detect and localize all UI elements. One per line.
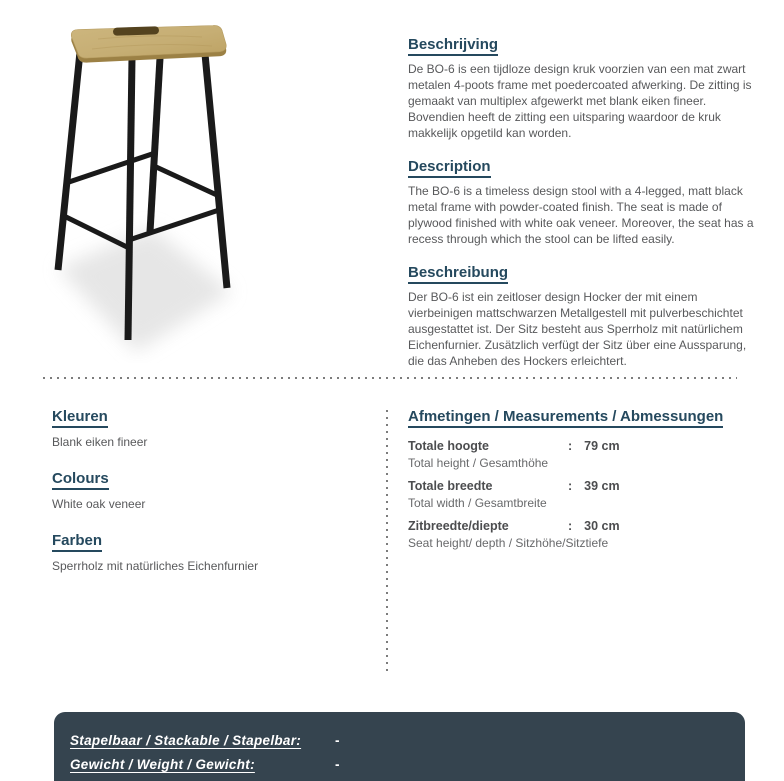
section-beschrijving (408, 36, 760, 141)
stool-stretcher (154, 166, 219, 196)
colour-title-nl: Kleuren (52, 408, 108, 428)
colour-title-de: Farben (52, 532, 102, 552)
measurement-colon: : (568, 519, 573, 533)
stool-leg-left (58, 52, 80, 270)
section-body-nl: De BO-6 is een tijdloze design kruk voorzien van een mat zwart metalen 4-poots frame met poedercoated afwerking. De zitting is gemaakt van multiplex afgewerkt met blank eiken fineer. Bovendien heeft de zitting een uitsparing waardoor de kruk makkelijk opgetild kan worden. (408, 62, 752, 140)
measurement-label: Totale hoogte (408, 439, 490, 453)
colour-title-en: Colours (52, 470, 109, 490)
measurement-value: 30 cm (584, 519, 620, 533)
section-title-nl: Beschrijving (408, 36, 498, 56)
stool-leg-back (150, 58, 160, 232)
footer-label-weight: Gewicht / Weight / Gewicht: (70, 757, 255, 772)
stool-stretcher (129, 210, 219, 240)
footer-value-weight: - (335, 757, 340, 772)
section-description (408, 158, 760, 247)
measurement-value: 39 cm (584, 479, 620, 493)
colours-column (52, 408, 372, 594)
measurement-row (408, 479, 760, 510)
section-beschreibung (408, 264, 760, 369)
stool-stretchers (62, 153, 219, 248)
measurements-column (408, 408, 760, 559)
measurement-colon: : (568, 439, 573, 453)
footer-row-weight (70, 757, 729, 772)
section-title-de: Beschreibung (408, 264, 508, 284)
colour-item-en (52, 470, 372, 511)
stool-stretcher (62, 215, 129, 248)
measurements-title: Afmetingen / Measurements / Abmessungen (408, 408, 723, 428)
footer-specs-box (54, 712, 745, 781)
colour-value-en: White oak veneer (52, 497, 146, 511)
stool-illustration (40, 8, 300, 363)
stool-handle-slot (113, 26, 159, 36)
colour-item-nl (52, 408, 372, 449)
measurement-label: Zitbreedte/diepte (408, 519, 509, 533)
section-body-en: The BO-6 is a timeless design stool with a 4-legged, matt black metal frame with powder-coated finish. The seat is made of plywood finished with white oak veneer. Moreover, the seat has a recess through which the stool can be lifted easily. (408, 184, 754, 246)
footer-row-stackable (70, 733, 729, 748)
stool-leg-front (128, 58, 132, 340)
product-photo-stool (40, 8, 300, 363)
measurements-rows (408, 439, 760, 550)
colour-value-de: Sperrholz mit natürliches Eichenfurnier (52, 559, 259, 573)
measurement-row (408, 439, 760, 470)
section-body-de: Der BO-6 ist ein zeitloser design Hocker der mit einem vierbeinigen mattschwarzen Metallgestell mit pulverbeschichtet ausgestattet ist. Der Sitz besteht aus Sperrholz mit natürlichem Eichenfurnier. Zusätzlich verfügt der Sitz über eine Aussparung, die das Anheben des Hockers erleichtert. (408, 290, 747, 368)
measurement-value: 79 cm (584, 439, 620, 453)
measurement-sublabel: Seat height/ depth / Sitzhöhe/Sitztiefe (408, 536, 609, 550)
measurement-colon: : (568, 479, 573, 493)
stool-floor-shadow (58, 228, 232, 352)
colour-item-de (52, 532, 372, 573)
section-title-en: Description (408, 158, 491, 178)
vertical-dotted-divider (386, 410, 388, 672)
measurement-sublabel: Total width / Gesamtbreite (408, 496, 547, 510)
measurement-label: Totale breedte (408, 479, 493, 493)
stool-stretcher (66, 153, 155, 183)
colour-value-nl: Blank eiken fineer (52, 435, 148, 449)
description-column (408, 36, 760, 386)
measurement-row (408, 519, 760, 550)
horizontal-dotted-divider (43, 377, 737, 379)
footer-label-stackable: Stapelbaar / Stackable / Stapelbar: (70, 733, 302, 748)
measurement-sublabel: Total height / Gesamthöhe (408, 456, 549, 470)
footer-value-stackable: - (335, 733, 340, 748)
stool-leg-right (205, 54, 227, 288)
